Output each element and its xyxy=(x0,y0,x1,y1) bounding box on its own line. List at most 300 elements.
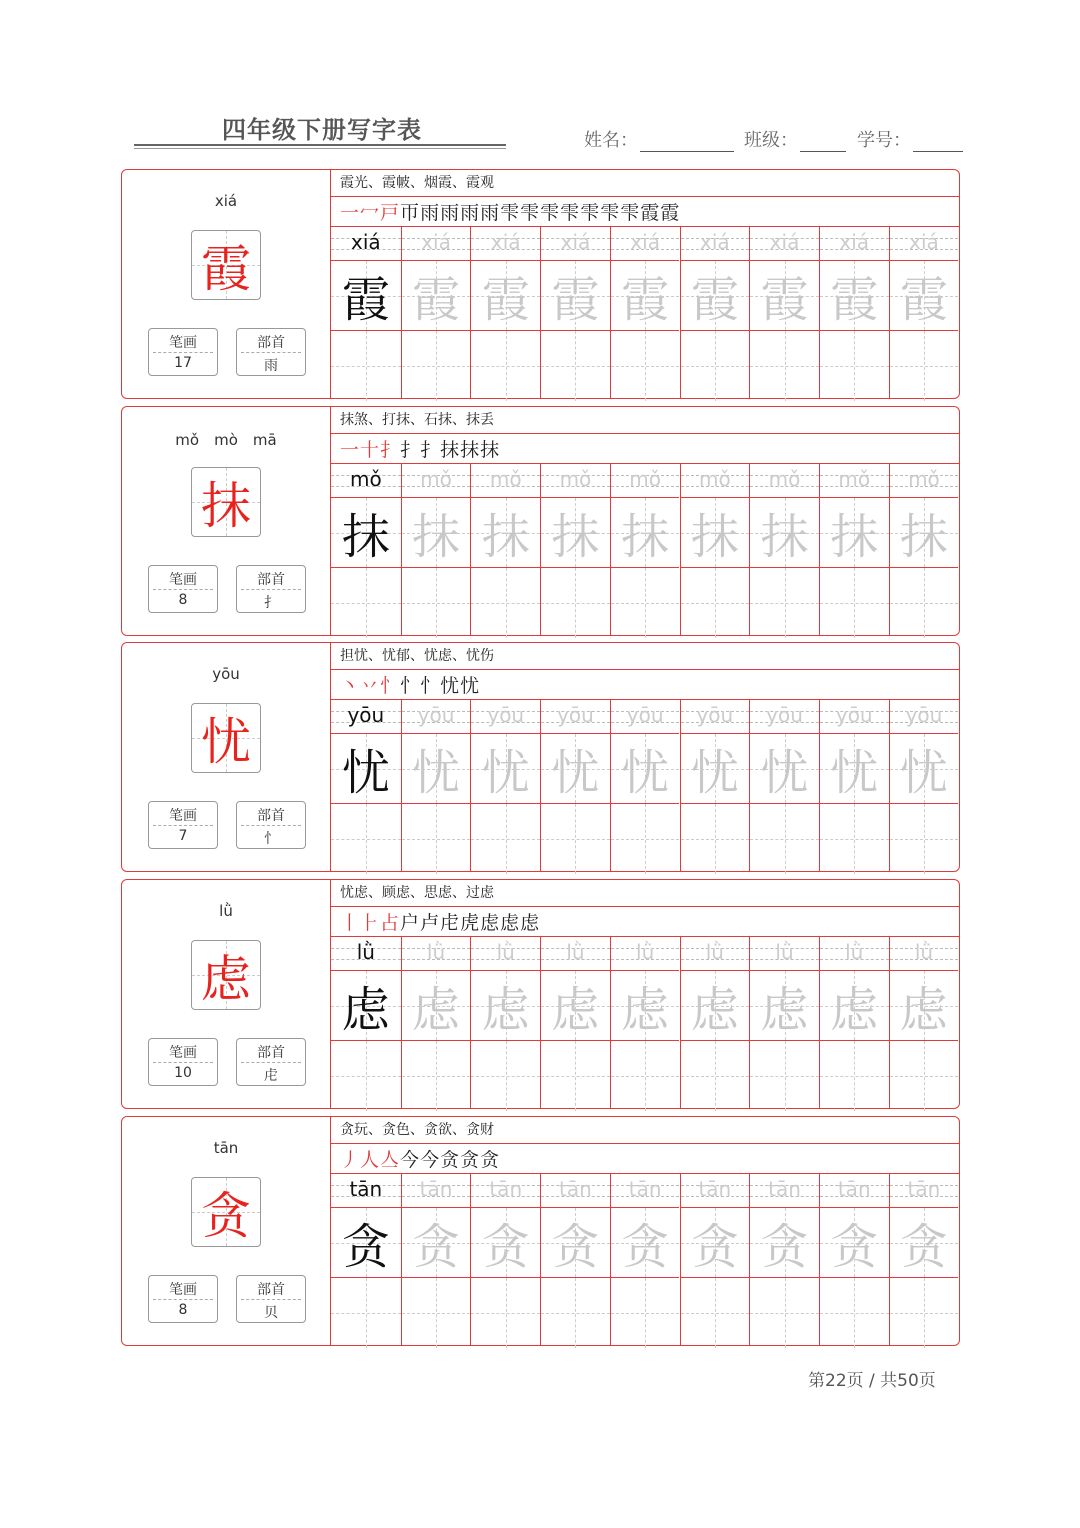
practice-column xyxy=(610,1174,680,1345)
pinyin-cell xyxy=(750,464,819,498)
writing-cell[interactable] xyxy=(471,568,540,638)
char-display: 忧 xyxy=(201,713,251,771)
writing-cell[interactable] xyxy=(750,1041,819,1111)
stroke-step: 虎 xyxy=(460,912,481,934)
pinyin-cell xyxy=(611,464,680,498)
practice-grid xyxy=(331,700,959,871)
practice-column xyxy=(331,937,401,1108)
stroke-step: ⺊ xyxy=(360,912,381,934)
char-trace: 抹 xyxy=(341,509,390,565)
pinyin-cell xyxy=(611,1174,680,1208)
char-trace: 虑 xyxy=(551,982,600,1038)
practice-column xyxy=(610,937,680,1108)
stroke-step: 雫 xyxy=(600,202,621,224)
trace-cell xyxy=(681,261,750,331)
practice-column xyxy=(680,937,750,1108)
char-pinyin: tān xyxy=(213,1139,239,1157)
name-field[interactable] xyxy=(584,126,734,152)
stroke-step: 忧 xyxy=(440,675,461,697)
pinyin-cell xyxy=(471,464,540,498)
stroke-count-label: 笔画 xyxy=(169,335,197,351)
writing-cell[interactable] xyxy=(471,1041,540,1111)
trace-cell xyxy=(890,498,959,568)
practice-column xyxy=(680,464,750,635)
pinyin-trace: xiá xyxy=(909,230,939,254)
stroke-step: 忄 xyxy=(400,675,421,697)
char-trace: 抹 xyxy=(481,509,530,565)
char-trace: 抹 xyxy=(899,509,948,565)
char-trace: 贪 xyxy=(621,1219,670,1275)
stroke-step: 雨 xyxy=(460,202,481,224)
id-label: 学号： xyxy=(857,130,911,151)
writing-cell[interactable] xyxy=(890,1041,959,1111)
practice-column xyxy=(749,464,819,635)
stroke-order xyxy=(331,1144,959,1174)
practice-column xyxy=(819,464,889,635)
pinyin-cell xyxy=(820,700,889,734)
pinyin-trace: tān xyxy=(628,1177,662,1201)
stroke-step: 帀 xyxy=(400,202,421,224)
char-trace: 忧 xyxy=(621,745,670,801)
practice-column xyxy=(331,464,401,635)
pinyin-cell xyxy=(820,937,889,971)
trace-cell xyxy=(402,261,471,331)
trace-cell xyxy=(750,261,819,331)
writing-cell[interactable] xyxy=(820,1278,889,1348)
practice-column xyxy=(331,227,401,398)
stroke-step: 贪 xyxy=(480,1149,501,1171)
char-display-box xyxy=(191,1177,261,1247)
writing-cell[interactable] xyxy=(471,1278,540,1348)
pinyin-trace: lǜ xyxy=(496,940,515,964)
practice-panel xyxy=(331,407,959,635)
practice-grid xyxy=(331,464,959,635)
stroke-step: 雫 xyxy=(520,202,541,224)
radical-value: 虍 xyxy=(264,1068,278,1084)
stroke-step: 雫 xyxy=(560,202,581,224)
char-trace: 虑 xyxy=(760,982,809,1038)
practice-panel xyxy=(331,643,959,871)
trace-cell xyxy=(820,498,889,568)
writing-cell[interactable] xyxy=(890,568,959,638)
stroke-count-value: 7 xyxy=(178,828,188,844)
pinyin-cell xyxy=(681,937,750,971)
practice-panel xyxy=(331,880,959,1108)
writing-cell[interactable] xyxy=(402,804,471,874)
char-trace: 抹 xyxy=(551,509,600,565)
practice-grid xyxy=(331,227,959,398)
writing-cell[interactable] xyxy=(611,1041,680,1111)
pinyin-trace: tān xyxy=(489,1177,523,1201)
example-words: 霞光、霞帔、烟霞、霞观 xyxy=(331,170,959,197)
stroke-step: 扌 xyxy=(380,439,401,461)
pinyin-cell xyxy=(890,464,959,498)
pinyin-trace: mǒ xyxy=(838,467,871,491)
char-trace: 霞 xyxy=(341,272,390,328)
practice-panel xyxy=(331,1117,959,1345)
pinyin-trace: yōu xyxy=(347,703,385,727)
pinyin-cell xyxy=(331,227,401,261)
char-trace: 虑 xyxy=(621,982,670,1038)
writing-cell[interactable] xyxy=(820,568,889,638)
pinyin-cell xyxy=(541,227,610,261)
stroke-step: 忄 xyxy=(380,675,401,697)
pinyin-trace: mǒ xyxy=(908,467,940,491)
trace-cell xyxy=(681,498,750,568)
trace-cell xyxy=(471,971,540,1041)
practice-column xyxy=(610,700,680,871)
pinyin-trace: xiá xyxy=(630,230,660,254)
stroke-step: 人 xyxy=(360,1149,381,1171)
char-info-panel xyxy=(122,1117,331,1345)
writing-cell[interactable] xyxy=(331,804,401,874)
pinyin-cell xyxy=(541,700,610,734)
trace-cell xyxy=(471,1208,540,1278)
trace-cell xyxy=(750,971,819,1041)
stroke-step: 霞 xyxy=(660,202,681,224)
writing-cell[interactable] xyxy=(820,331,889,401)
trace-cell xyxy=(890,261,959,331)
stroke-step: 十 xyxy=(360,439,381,461)
pinyin-cell xyxy=(331,700,401,734)
pinyin-cell xyxy=(681,464,750,498)
trace-cell xyxy=(611,498,680,568)
char-trace: 忧 xyxy=(760,745,809,801)
char-card xyxy=(121,879,960,1109)
pinyin-trace: tān xyxy=(907,1177,941,1201)
pinyin-trace: xiá xyxy=(839,230,870,254)
trace-cell xyxy=(402,498,471,568)
id-field[interactable] xyxy=(857,126,963,152)
pinyin-cell xyxy=(681,1174,750,1208)
stroke-step: 雫 xyxy=(500,202,521,224)
stroke-step: 抹 xyxy=(460,439,481,461)
writing-cell[interactable] xyxy=(611,1278,680,1348)
pinyin-trace: lǜ xyxy=(705,940,724,964)
trace-cell xyxy=(750,734,819,804)
char-trace: 抹 xyxy=(412,509,461,565)
pinyin-trace: lǜ xyxy=(426,940,446,964)
char-display-box xyxy=(191,940,261,1010)
pinyin-cell xyxy=(820,227,889,261)
page-indicator: 第22页 / 共50页 xyxy=(808,1371,936,1391)
practice-column xyxy=(401,464,471,635)
pinyin-trace: xiá xyxy=(560,230,591,254)
stroke-step: 亼 xyxy=(380,1149,401,1171)
writing-cell[interactable] xyxy=(402,568,471,638)
char-info-panel xyxy=(122,407,331,635)
char-info-panel xyxy=(122,170,331,398)
stroke-step: 雨 xyxy=(440,202,461,224)
pinyin-trace: yōu xyxy=(835,703,873,727)
stroke-order xyxy=(331,197,959,227)
stroke-step: 虑 xyxy=(520,912,541,934)
char-trace: 抹 xyxy=(621,509,670,565)
char-trace: 忧 xyxy=(412,745,461,801)
writing-cell[interactable] xyxy=(681,1041,750,1111)
pinyin-trace: lǜ xyxy=(356,940,375,964)
writing-cell[interactable] xyxy=(402,1278,471,1348)
practice-column xyxy=(749,1174,819,1345)
practice-column xyxy=(680,1174,750,1345)
practice-column xyxy=(331,1174,401,1345)
stroke-step: 冖 xyxy=(360,202,381,224)
practice-column xyxy=(819,1174,889,1345)
writing-cell[interactable] xyxy=(541,804,610,874)
trace-cell xyxy=(402,1208,471,1278)
pinyin-cell xyxy=(402,937,471,971)
pinyin-cell xyxy=(541,1174,610,1208)
pinyin-trace: yōu xyxy=(696,703,734,727)
char-display: 贪 xyxy=(201,1187,251,1245)
char-trace: 虑 xyxy=(412,982,461,1038)
pinyin-cell xyxy=(331,937,401,971)
writing-cell[interactable] xyxy=(750,1278,819,1348)
stroke-step: 贪 xyxy=(440,1149,461,1171)
stroke-count-box xyxy=(148,801,218,849)
radical-box xyxy=(236,801,306,849)
char-pinyin: lǜ xyxy=(219,902,233,920)
char-pinyin: yōu xyxy=(212,665,240,683)
class-label: 班级： xyxy=(744,130,798,151)
char-trace: 霞 xyxy=(690,272,739,328)
stroke-count-label: 笔画 xyxy=(169,808,197,824)
id-blank[interactable] xyxy=(913,131,963,152)
trace-cell xyxy=(681,734,750,804)
trace-cell xyxy=(541,498,610,568)
char-trace: 忧 xyxy=(690,745,739,801)
pinyin-trace: yōu xyxy=(487,703,525,727)
char-pinyin: xiá xyxy=(214,192,238,210)
char-trace: 贪 xyxy=(341,1219,390,1275)
practice-column xyxy=(889,937,959,1108)
char-trace: 霞 xyxy=(899,272,948,328)
char-trace: 虑 xyxy=(830,982,879,1038)
stroke-count-label: 笔画 xyxy=(169,1045,197,1061)
trace-cell xyxy=(541,734,610,804)
pinyin-trace: tān xyxy=(768,1177,801,1201)
trace-cell xyxy=(471,734,540,804)
char-trace: 贪 xyxy=(481,1219,530,1275)
pinyin-trace: lǜ xyxy=(845,940,864,964)
char-trace: 贪 xyxy=(899,1219,948,1275)
stroke-order xyxy=(331,670,959,700)
writing-cell[interactable] xyxy=(611,568,680,638)
writing-cell[interactable] xyxy=(471,331,540,401)
class-blank[interactable] xyxy=(800,131,846,152)
practice-column xyxy=(470,937,540,1108)
practice-panel xyxy=(331,170,959,398)
writing-cell[interactable] xyxy=(681,804,750,874)
pinyin-cell xyxy=(681,700,750,734)
practice-grid xyxy=(331,1174,959,1345)
pinyin-cell xyxy=(331,464,401,498)
pinyin-cell xyxy=(890,1174,959,1208)
char-trace: 虑 xyxy=(341,982,390,1038)
trace-cell xyxy=(541,261,610,331)
pinyin-trace: xiá xyxy=(700,230,730,254)
writing-cell[interactable] xyxy=(541,331,610,401)
char-card xyxy=(121,406,960,636)
practice-column xyxy=(889,227,959,398)
char-trace: 贪 xyxy=(760,1219,809,1275)
writing-cell[interactable] xyxy=(890,1278,959,1348)
stroke-count-label: 笔画 xyxy=(169,1282,197,1298)
writing-cell[interactable] xyxy=(541,568,610,638)
stroke-count-value: 10 xyxy=(174,1065,192,1081)
radical-value: 扌 xyxy=(264,595,278,611)
writing-cell[interactable] xyxy=(402,1041,471,1111)
practice-column xyxy=(749,700,819,871)
writing-cell[interactable] xyxy=(331,331,401,401)
pinyin-trace: tān xyxy=(837,1177,871,1201)
writing-cell[interactable] xyxy=(331,1278,401,1348)
pinyin-trace: lǜ xyxy=(914,940,934,964)
writing-cell[interactable] xyxy=(611,804,680,874)
stroke-step: 忧 xyxy=(460,675,481,697)
stroke-step: 丷 xyxy=(360,675,381,697)
radical-box xyxy=(236,328,306,376)
practice-column xyxy=(540,464,610,635)
pinyin-cell xyxy=(331,1174,401,1208)
pinyin-cell xyxy=(890,937,959,971)
trace-cell xyxy=(820,734,889,804)
stroke-step: 今 xyxy=(400,1149,421,1171)
pinyin-cell xyxy=(611,937,680,971)
char-card xyxy=(121,642,960,872)
stroke-step: 虍 xyxy=(440,912,461,934)
stroke-step: 今 xyxy=(420,1149,441,1171)
radical-box xyxy=(236,1275,306,1323)
trace-cell xyxy=(611,971,680,1041)
writing-cell[interactable] xyxy=(681,331,750,401)
radical-label: 部首 xyxy=(257,808,285,824)
pinyin-trace: mǒ xyxy=(489,467,522,491)
stroke-step: 抹 xyxy=(440,439,461,461)
pinyin-cell xyxy=(402,700,471,734)
stroke-step: 占 xyxy=(380,912,401,934)
practice-column xyxy=(401,700,471,871)
pinyin-trace: yōu xyxy=(557,703,594,727)
stroke-count-value: 17 xyxy=(174,355,192,371)
radical-value: 贝 xyxy=(264,1305,278,1321)
stroke-count-box xyxy=(148,1038,218,1086)
pinyin-cell xyxy=(750,1174,819,1208)
pinyin-cell xyxy=(890,700,959,734)
writing-cell[interactable] xyxy=(331,568,401,638)
writing-cell[interactable] xyxy=(331,1041,401,1111)
pinyin-trace: yōu xyxy=(626,703,664,727)
radical-label: 部首 xyxy=(257,572,285,588)
stroke-step: 丶 xyxy=(340,675,361,697)
trace-cell xyxy=(890,734,959,804)
stroke-step: 扌 xyxy=(400,439,421,461)
pinyin-cell xyxy=(541,937,610,971)
title-underline-thin xyxy=(134,148,506,149)
pinyin-trace: mǒ xyxy=(349,467,382,491)
trace-cell xyxy=(331,498,401,568)
char-display: 霞 xyxy=(201,240,251,298)
trace-cell xyxy=(331,971,401,1041)
stroke-step: 丨 xyxy=(340,912,361,934)
char-trace: 霞 xyxy=(481,272,530,328)
radical-box xyxy=(236,565,306,613)
pinyin-trace: mǒ xyxy=(629,467,661,491)
practice-column xyxy=(680,700,750,871)
trace-cell xyxy=(331,1208,401,1278)
pinyin-trace: lǜ xyxy=(775,940,794,964)
writing-cell[interactable] xyxy=(611,331,680,401)
radical-label: 部首 xyxy=(257,1045,285,1061)
char-pinyin: mǒ mò mā xyxy=(175,431,277,449)
pinyin-cell xyxy=(611,227,680,261)
writing-cell[interactable] xyxy=(541,1278,610,1348)
pinyin-cell xyxy=(402,1174,471,1208)
pinyin-cell xyxy=(402,227,471,261)
example-words: 贪玩、贪色、贪欲、贪财 xyxy=(331,1117,959,1144)
writing-cell[interactable] xyxy=(681,568,750,638)
practice-column xyxy=(470,700,540,871)
writing-cell[interactable] xyxy=(750,568,819,638)
writing-cell[interactable] xyxy=(402,331,471,401)
writing-cell[interactable] xyxy=(890,804,959,874)
radical-label: 部首 xyxy=(257,335,285,351)
practice-column xyxy=(470,464,540,635)
char-info-panel xyxy=(122,880,331,1108)
practice-column xyxy=(540,700,610,871)
char-trace: 贪 xyxy=(830,1219,879,1275)
practice-column xyxy=(889,700,959,871)
page-title: 四年级下册写字表 xyxy=(222,116,422,144)
pinyin-trace: mǒ xyxy=(768,467,801,491)
stroke-count-value: 8 xyxy=(178,1302,188,1318)
title-underline xyxy=(134,144,506,146)
trace-cell xyxy=(331,734,401,804)
writing-cell[interactable] xyxy=(890,331,959,401)
char-trace: 霞 xyxy=(830,272,879,328)
writing-cell[interactable] xyxy=(820,804,889,874)
char-trace: 虑 xyxy=(690,982,739,1038)
pinyin-cell xyxy=(750,227,819,261)
pinyin-trace: xiá xyxy=(421,230,451,254)
trace-cell xyxy=(820,1208,889,1278)
stroke-count-value: 8 xyxy=(178,592,188,608)
trace-cell xyxy=(820,261,889,331)
writing-cell[interactable] xyxy=(541,1041,610,1111)
writing-cell[interactable] xyxy=(750,331,819,401)
char-trace: 抹 xyxy=(760,509,809,565)
trace-cell xyxy=(890,971,959,1041)
name-blank[interactable] xyxy=(640,131,734,152)
stroke-count-box xyxy=(148,565,218,613)
practice-column xyxy=(819,227,889,398)
pinyin-cell xyxy=(750,937,819,971)
writing-cell[interactable] xyxy=(681,1278,750,1348)
char-trace: 忧 xyxy=(481,745,530,801)
char-display: 抹 xyxy=(201,477,251,535)
practice-column xyxy=(610,464,680,635)
pinyin-trace: yōu xyxy=(417,703,455,727)
class-field[interactable] xyxy=(744,126,846,152)
example-words: 抹煞、打抹、石抹、抹丢 xyxy=(331,407,959,434)
writing-cell[interactable] xyxy=(820,1041,889,1111)
pinyin-cell xyxy=(890,227,959,261)
writing-cell[interactable] xyxy=(471,804,540,874)
practice-column xyxy=(819,937,889,1108)
practice-column xyxy=(540,227,610,398)
practice-column xyxy=(610,227,680,398)
writing-cell[interactable] xyxy=(750,804,819,874)
